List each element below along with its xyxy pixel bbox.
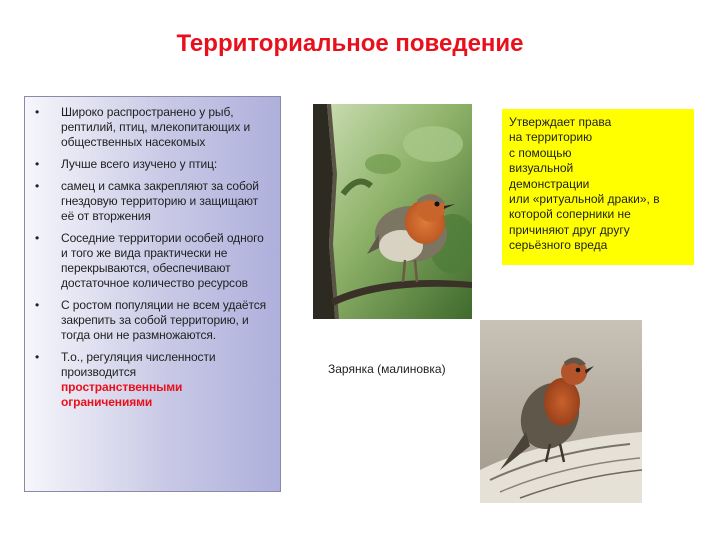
bullet-text: Широко распространено у рыб, рептилий, птиц, млекопитающих и общественных насекомых — [61, 105, 251, 149]
note-line: которой соперники не — [509, 207, 631, 222]
bullet-highlight: пространственными ограничениями — [61, 380, 183, 409]
bullet-dot: • — [35, 105, 40, 119]
bullet-text: самец и самка закрепляют за собой гнездовую территорию и защищают её от вторжения — [61, 179, 259, 223]
note-line: Утверждает права — [509, 115, 612, 129]
note-line: с помощью — [509, 145, 572, 160]
bullet-item — [25, 298, 272, 343]
bullet-dot: • — [35, 179, 40, 193]
bullet-dot: • — [35, 231, 40, 245]
bullet-item — [25, 157, 272, 172]
note-line: на территорию — [509, 130, 593, 145]
note-line: или «ритуальной драки», в — [509, 192, 660, 207]
bullet-panel — [24, 96, 281, 492]
bullet-item — [25, 179, 272, 224]
robin-photo-branch — [313, 104, 472, 319]
bullet-text: Т.о., регуляция численности производится — [61, 350, 216, 379]
bullet-dot: • — [35, 298, 40, 312]
note-line: визуальной — [509, 161, 574, 176]
bullet-item — [25, 231, 272, 291]
bullet-item — [25, 105, 272, 150]
bullet-dot: • — [35, 157, 40, 171]
bullet-text: Соседние территории особей одного и того же вида практически не перекрываются, обеспечивают достаточное количество ресурсов — [61, 231, 264, 290]
robin-photo-wood — [480, 320, 642, 503]
note-box — [502, 109, 694, 265]
note-line: демонстрации — [509, 176, 590, 191]
note-line: серьёзного вреда — [509, 238, 608, 253]
photo-caption: Зарянка (малиновка) — [328, 362, 446, 376]
slide-title: Территориальное поведение — [176, 30, 524, 57]
bullet-item — [25, 350, 272, 410]
bullet-text: Лучше всего изучено у птиц: — [61, 157, 218, 171]
bullet-text: С ростом популяции не всем удаётся закрепить за собой территорию, и тогда они не размножаются. — [61, 298, 267, 342]
note-line: причиняют друг другу — [509, 222, 630, 237]
bullet-dot: • — [35, 350, 40, 364]
bullet-list — [25, 97, 280, 410]
